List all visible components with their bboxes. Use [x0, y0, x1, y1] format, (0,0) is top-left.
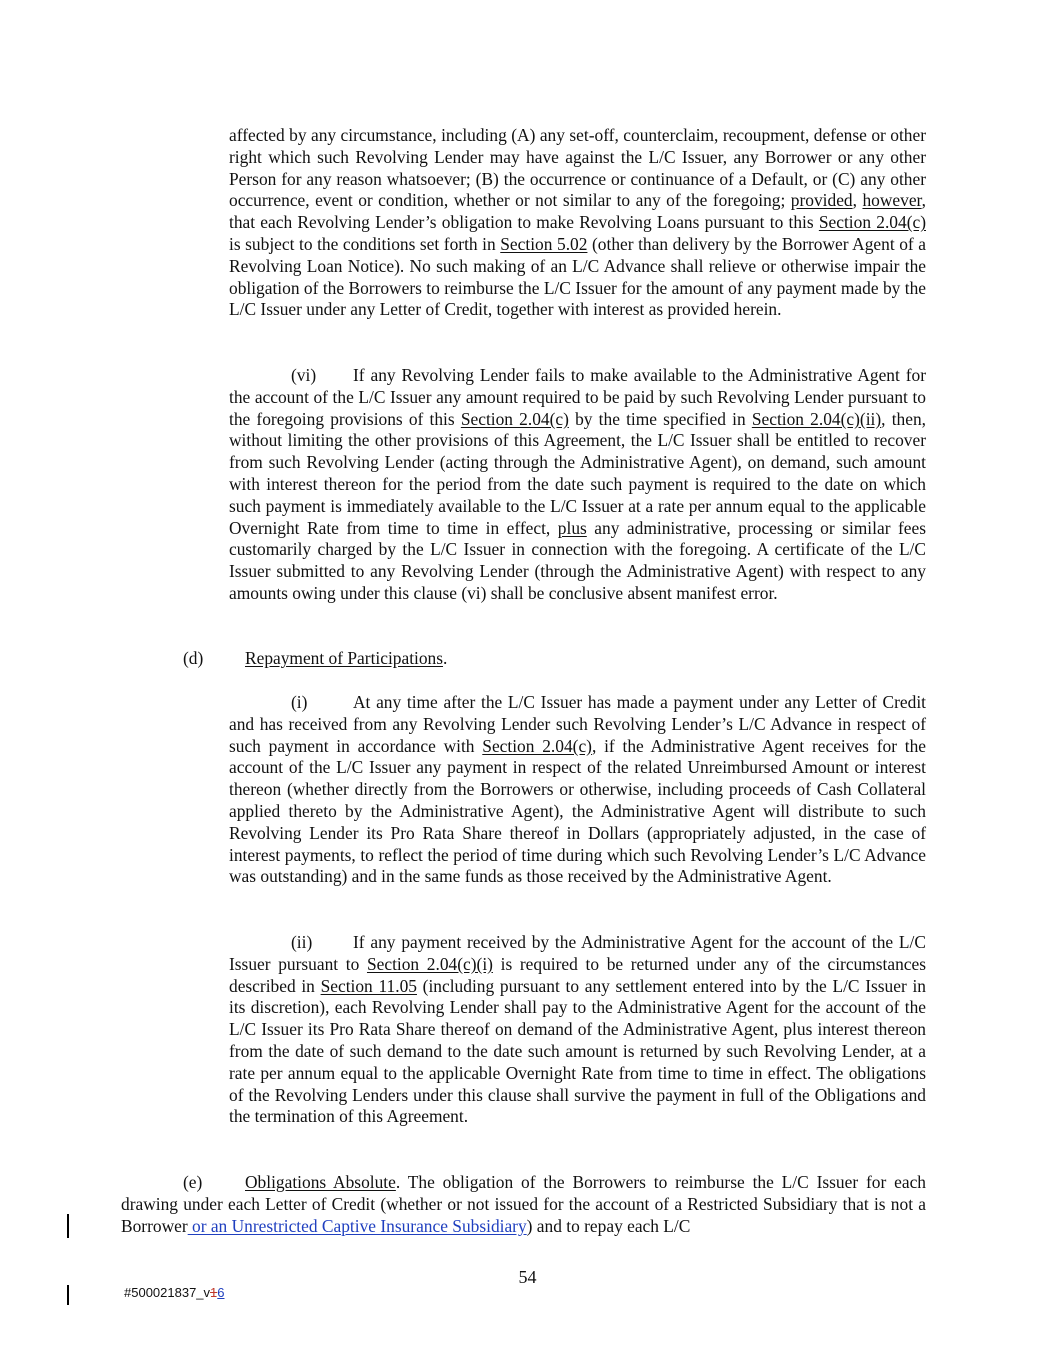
section-d-heading	[183, 648, 447, 670]
emphasis-provided: provided	[790, 190, 853, 211]
text-run: If any Revolving Lender fails to make available to the Administrative Agent for the account of the L/C Issuer any amount required to be paid by such Revolving Lender pursuant to the foregoing provisions of this	[229, 365, 926, 429]
document-id-footer	[124, 1285, 225, 1300]
paragraph-vi	[229, 365, 926, 605]
text-run: (other than delivery by the Borrower Agent of a Revolving Loan Notice). No such making of an L/C Advance shall relieve or otherwise impair the obligation of the Borrowers to reimburse the L/C Issuer for the amount of any payment made by the L/C Issuer under any Letter of Credit, together with interest as provided herein.	[229, 233, 926, 320]
doc-id-prefix: #500021837_v	[124, 1285, 211, 1300]
paragraph-d-ii	[229, 932, 926, 1128]
section-title: Repayment of Participations	[245, 648, 444, 668]
text-run: any administrative, processing or similar fees customarily charged by the L/C Issuer in connection with the foregoing. A certificate of the L/C Issuer submitted to any Revolving Lender (through the Administrative Agent) with respect to any amounts owing under this clause (vi) shall be conclusive absent manifest error.	[229, 517, 926, 603]
clause-number: (i)	[291, 692, 308, 712]
text-run: If any payment received by the Administrative Agent for the account of the L/C Issuer pursuant to	[229, 932, 926, 974]
text-run: ,	[852, 190, 863, 211]
emphasis-however: however	[862, 190, 922, 211]
emphasis-plus: plus	[557, 517, 587, 538]
revision-change-bar	[67, 1214, 69, 1238]
section-reference: Section 2.04(c)(i)	[366, 953, 493, 974]
paragraph-e	[121, 1172, 926, 1237]
clause-number: (vi)	[291, 365, 317, 385]
text-run: (including pursuant to any settlement entered into by the L/C Issuer in its discretion), each Revolving Lender shall pay to the Administrative Agent for the account of the L/C Issuer its Pro Rata Share thereof on demand of the Administrative Agent, plus interest thereon from the date of such demand to the date such amount is returned by such Revolving Lender, at a rate per annum equal to the applicable Overnight Rate from time to time in effect. The obligations of the Revolving Lenders under this clause shall survive the payment in full of the Obligations and the termination of this Agreement.	[229, 975, 926, 1127]
text-run: , then, without limiting the other provisions of this Agreement, the L/C Issuer shall be entitled to recover from such Revolving Lender (acting through the Administrative Agent), on demand, such amount with interest thereon for the period from the date such payment is required to the date on which such payment is immediately available to the L/C Issuer at a rate per annum equal to the applicable Overnight Rate from time to time in effect,	[229, 408, 926, 538]
section-title: Obligations Absolute	[245, 1172, 396, 1192]
text-run: . The obligation of the Borrowers to reimburse the L/C Issuer for each drawing under each Letter of Credit (whether or not issued for the account of a Restricted Subsidiary that is not a Borrower	[121, 1172, 926, 1236]
text-run: affected by any circumstance, including (A) any set-off, counterclaim, recoupment, defense or other right which such Revolving Lender may have against the L/C Issuer, any Borrower or any other Person for any reason whatsoever; (B) the occurrence or continuance of a Default, or (C) any other occurrence, event or condition, whether or not similar to any of the foregoing;	[229, 125, 926, 211]
text-run: ) and to repay each L/C	[526, 1215, 691, 1236]
section-reference: Section 2.04(c)	[482, 735, 592, 756]
section-label: (e)	[183, 1172, 203, 1192]
clause-number: (ii)	[291, 932, 313, 952]
page-number: 54	[518, 1267, 537, 1287]
text-run: is subject to the conditions set forth in	[229, 233, 501, 254]
section-reference: Section 11.05	[320, 975, 417, 996]
section-reference: Section 2.04(c)(ii)	[751, 408, 882, 429]
text-run: , that each Revolving Lender’s obligation to make Revolving Loans pursuant to this	[229, 190, 926, 233]
deleted-version: 1	[210, 1285, 218, 1300]
text-run: is required to be returned under any of the circumstances described in	[229, 953, 926, 996]
section-reference: Section 2.04(c)	[818, 212, 926, 233]
section-reference: Section 2.04(c)	[460, 408, 569, 429]
text-run: by the time specified in	[568, 408, 752, 429]
new-version: 6	[217, 1285, 225, 1300]
text-run: At any time after the L/C Issuer has made a payment under any Letter of Credit and has received from any Revolving Lender such Revolving Lender’s L/C Advance in respect of such payment in accordance with	[229, 692, 926, 756]
paragraph-carryover	[229, 125, 926, 321]
text-run: .	[443, 648, 448, 668]
section-label: (d)	[183, 648, 204, 668]
revision-change-bar	[67, 1285, 69, 1305]
text-run: , if the Administrative Agent receives for the account of the L/C Issuer any payment in respect of the related Unreimbursed Amount or interest thereon (whether directly from the Borrowers or otherwise, including proceeds of Cash Collateral applied thereto by the Administrative Agent), the Administrative Agent will distribute to such Revolving Lender its Pro Rata Share thereof in Dollars (appropriately adjusted, in the case of interest payments, to reflect the period of time during which such Revolving Lender’s L/C Advance was outstanding) and in the same funds as those received by the Administrative Agent.	[229, 735, 927, 887]
section-reference: Section 5.02	[500, 233, 588, 254]
paragraph-d-i	[229, 692, 926, 888]
inserted-revision-text: or an Unrestricted Captive Insurance Subsidiary	[187, 1215, 527, 1236]
